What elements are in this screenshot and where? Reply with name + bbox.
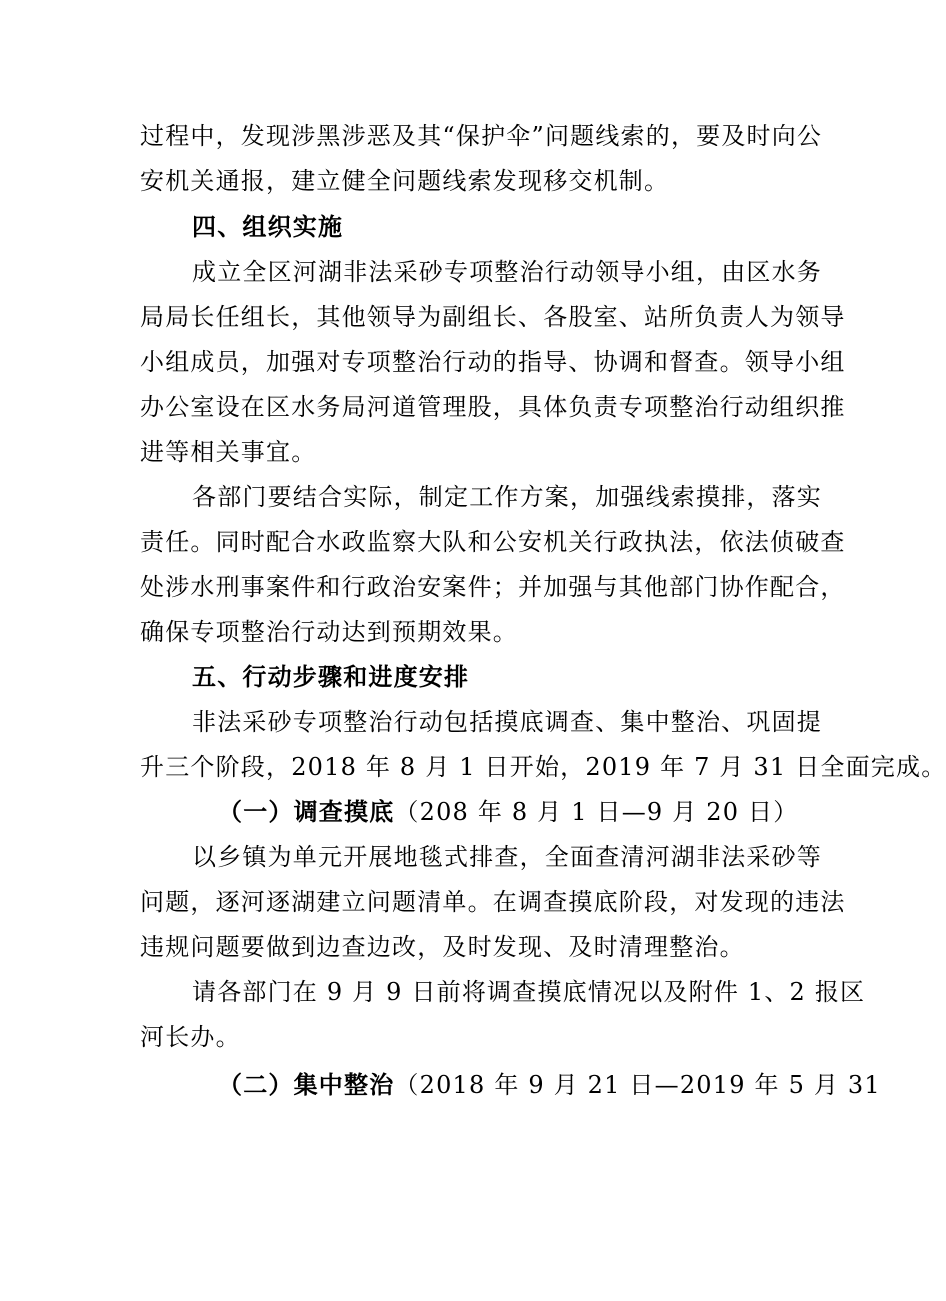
paragraph-line: 处涉水刑事案件和行政治安案件；并加强与其他部门协作配合，: [140, 573, 846, 601]
paragraph-line: 进等相关事宜。: [140, 438, 317, 466]
paragraph-line: 责任。同时配合水政监察大队和公安机关行政执法，依法侦破查: [140, 528, 846, 556]
subheading-survey-title: （一）调查摸底: [218, 797, 395, 826]
paragraph-line: 升三个阶段，2018 年 8 月 1 日开始，2019 年 7 月 31 日全面完成。: [140, 753, 946, 781]
paragraph-line: 河长办。: [140, 1023, 241, 1051]
paragraph-line: 安机关通报，建立健全问题线索发现移交机制。: [140, 167, 670, 195]
subheading-rectification-period: （2018 年 9 月 21 日—2019 年 5 月 31: [394, 1071, 881, 1099]
paragraph-line: 办公室设在区水务局河道管理股，具体负责专项整治行动组织推: [140, 393, 846, 421]
paragraph-line: 局局长任组长，其他领导为副组长、各股室、站所负责人为领导: [140, 303, 846, 331]
subheading-survey: [218, 797, 878, 827]
paragraph-line: 小组成员，加强对专项整治行动的指导、协调和督查。领导小组: [140, 348, 846, 376]
section-heading-organization: 四、组织实施: [192, 212, 344, 241]
paragraph-line: 各部门要结合实际，制定工作方案，加强线索摸排，落实: [192, 483, 822, 511]
subheading-survey-period: （208 年 8 月 1 日—9 月 20 日）: [394, 798, 799, 826]
paragraph-line: 请各部门在 9 月 9 日前将调查摸底情况以及附件 1、2 报区: [192, 978, 866, 1006]
paragraph-line: 过程中，发现涉黑涉恶及其“保护伞”问题线索的，要及时向公: [140, 122, 823, 150]
paragraph-line: 非法采砂专项整治行动包括摸底调查、集中整治、巩固提: [192, 708, 822, 736]
paragraph-line: 问题，逐河逐湖建立问题清单。在调查摸底阶段，对发现的违法: [140, 888, 846, 916]
section-heading-steps: 五、行动步骤和进度安排: [192, 662, 470, 691]
paragraph-line: 确保专项整治行动达到预期效果。: [140, 618, 518, 646]
subheading-rectification-title: （二）集中整治: [218, 1070, 395, 1099]
paragraph-line: 以乡镇为单元开展地毯式排查，全面查清河湖非法采砂等: [192, 843, 822, 871]
paragraph-line: 违规问题要做到边查边改，及时发现、及时清理整治。: [140, 933, 745, 961]
subheading-rectification: [218, 1070, 881, 1100]
paragraph-line: 成立全区河湖非法采砂专项整治行动领导小组，由区水务: [192, 258, 822, 286]
